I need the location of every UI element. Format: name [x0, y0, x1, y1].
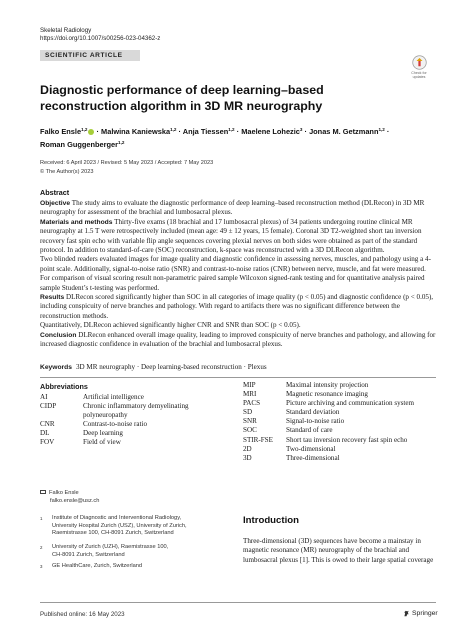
author-name[interactable]: Anja Tiessen [182, 127, 229, 136]
affiliation-line: GE HealthCare, Zurich, Switzerland [52, 563, 143, 569]
published-date: Published online: 16 May 2023 [40, 611, 125, 618]
abbr-key: SOC [243, 426, 257, 435]
abbr-value: Short tau inversion recovery fast spin echo [286, 435, 408, 444]
keywords-label: Keywords [40, 364, 72, 371]
abbr-value: Standard deviation [286, 408, 340, 417]
abbr-value: Standard of care [286, 426, 333, 435]
author-separator: · [234, 127, 242, 136]
check-line-1: Check for [411, 71, 427, 75]
springer-horse-icon [403, 610, 410, 617]
abbr-value: Chronic inflammatory demyelinating polyneuropathy [83, 402, 189, 420]
abbr-key: SD [243, 408, 253, 417]
keywords [40, 363, 436, 372]
copyright: © The Author(s) 2023 [40, 168, 94, 175]
abbreviation-row [40, 393, 240, 402]
abbr-key: SNR [243, 417, 257, 426]
abstract-heading: Abstract [40, 188, 70, 197]
affiliation [40, 563, 142, 571]
conclusion-text: DLRecon enhanced overall image quality, leading to improved conspicuity of nerve branches and pathology, and allowing for increased diagnostic confidence in evaluation of the brachial and lumbosacral plexus. [40, 330, 436, 349]
abbr-value: Maximal intensity projection [286, 381, 369, 389]
abstract-objective [40, 199, 436, 218]
methods-text: Thirty-five exams (18 brachial and 17 lumbosacral plexus) of 34 patients undergoing routine clinical MR neurography at 1.5 T were retrospectively included (mean age: 49 ± 12 years, 15 female). Coronal 3D T2-weighted short tau inversion recovery fast spin echo with variable flip angle sequences covering plexial nerves on both sides were obtained as part of the standard protocol. In addition to standard-of-care (SOC) reconstruction, k-space was reconstructed with a 3D DLRecon algorithm. [40, 217, 422, 255]
journal-header [40, 27, 160, 43]
envelope-icon [40, 490, 46, 495]
affiliation-line: Institute of Diagnostic and Interventional Radiology, [52, 515, 182, 521]
abbreviations-left [40, 393, 240, 448]
abbr-key: CIDP [40, 402, 57, 411]
abbreviation-row [40, 429, 240, 438]
crossmark-icon [412, 55, 427, 70]
abbr-value: Field of view [83, 438, 121, 447]
abstract-section [40, 188, 436, 350]
abbr-value: Signal-to-noise ratio [286, 417, 345, 426]
abbr-key: CNR [40, 420, 55, 429]
abbreviation-row [243, 454, 443, 463]
author-name[interactable]: Roman Guggenberger [40, 140, 119, 149]
abbreviation-row [243, 408, 443, 417]
results-text-2: Quantitatively, DLRecon achieved significantly higher CNR and SNR than SOC (p < 0.05). [40, 321, 301, 330]
affiliation-line: CH-8091 Zurich, Switzerland [52, 551, 125, 558]
abbr-value: Picture archiving and communication system [286, 399, 415, 408]
abbreviation-row [243, 399, 443, 408]
abbr-value: Contrast-to-noise ratio [83, 420, 148, 429]
abbreviation-row [243, 417, 443, 426]
abbr-key: AI [40, 393, 48, 401]
abbreviation-row [243, 390, 443, 399]
conclusion-label: Conclusion [40, 331, 77, 339]
author-affiliation: 1,2 [81, 127, 88, 132]
divider [40, 377, 436, 378]
abbr-value: Magnetic resonance imaging [286, 390, 368, 399]
objective-label: Objective [40, 200, 71, 207]
abbr-key: MIP [243, 381, 256, 389]
abbreviation-row [40, 420, 240, 429]
author-name[interactable]: Maelene Lohezic [241, 127, 300, 136]
affiliation-number: 2 [40, 545, 43, 550]
methods-text-2: Two blinded readers evaluated images for image quality and diagnostic confidence in assessing nerves, muscles, and pathology using a 4-point scale. Additionally, signal-to-noise ratio (SNR) and contrast-to-noise ratios (CNR) between nerve, muscle, and fat were measured. [40, 255, 431, 273]
author-separator: · [384, 127, 390, 136]
affiliation-line: Raemistrasse 100, CH-8091 Zurich, Switzerland [52, 530, 174, 537]
article-title: Diagnostic performance of deep learning–based reconstruction algorithm in 3D MR neurography [40, 83, 324, 113]
keywords-text: 3D MR neurography · Deep learning-based reconstruction · Plexus [75, 363, 267, 371]
check-for-updates[interactable] [405, 55, 433, 79]
abbr-value: Artificial intelligence [83, 393, 144, 401]
introduction-text: Three-dimensional (3D) sequences have become a mainstay in magnetic resonance (MR) neurography of the brachial and lumbosacral plexus [1]. This is owed to their large spatial coverage [243, 537, 434, 564]
abbreviation-row [40, 438, 240, 447]
abbr-value: Three-dimensional [286, 453, 340, 462]
author-separator: · [94, 127, 102, 136]
abbr-value: Two-dimensional [286, 444, 336, 453]
abbreviation-row [243, 426, 443, 435]
methods-label: Materials and methods [40, 218, 113, 226]
abbreviations-heading: Abbreviations [40, 382, 88, 391]
results-label: Results [40, 294, 65, 302]
affiliation [40, 515, 187, 538]
contact-name: Falko Ensle [49, 490, 79, 496]
affiliation-line: University Hospital Zurich (USZ), University of Zurich, [52, 522, 187, 529]
article-dates [40, 159, 213, 176]
corresponding-author [40, 489, 99, 505]
abstract-conclusion [40, 331, 436, 350]
author-affiliation: 1,2 [118, 140, 125, 145]
author-list [40, 124, 440, 150]
abbr-key: 3D [243, 453, 252, 462]
check-line-2: updates [412, 75, 426, 79]
affiliation-number: 3 [40, 564, 43, 569]
abbreviation-row [243, 436, 443, 445]
history-dates: Received: 6 April 2023 / Revised: 5 May 2023 / Accepted: 7 May 2023 [40, 160, 214, 166]
author-affiliation: 3 [299, 127, 303, 132]
abbr-value: Deep learning [83, 429, 123, 438]
abbr-key: 2D [243, 444, 252, 453]
author-name[interactable]: Malwina Kaniewska [101, 127, 171, 136]
abbr-key: DL [40, 429, 50, 438]
author-separator: · [176, 127, 183, 136]
author-affiliation: 1,2 [228, 127, 235, 132]
abstract-results [40, 293, 436, 321]
author-affiliation: 1,2 [170, 127, 177, 132]
affiliation [40, 544, 168, 559]
author-name[interactable]: Falko Ensle [40, 127, 82, 136]
journal-name: Skeletal Radiology [40, 27, 92, 34]
abbr-key: STIR-FSE [243, 435, 273, 444]
abbr-key: FOV [40, 438, 55, 447]
publisher-logo[interactable] [403, 610, 438, 617]
abbreviations-right [243, 381, 443, 463]
methods-text-3: For comparison of visual scoring result non-parametric paired sample Wilcoxon signed-rank testing and for quantitative analysis paired sample Student’s t-testing was performed. [40, 274, 425, 292]
abbr-key: MRI [243, 390, 257, 399]
publisher-name: Springer [412, 610, 438, 617]
abbreviation-row [243, 381, 443, 390]
doi-link[interactable]: https://doi.org/10.1007/s00256-023-04362-z [40, 35, 161, 42]
affiliation-number: 1 [40, 516, 43, 521]
article-type-badge: SCIENTIFIC ARTICLE [40, 50, 140, 61]
abbreviation-row [40, 402, 240, 420]
objective-text: The study aims to evaluate the diagnostic performance of deep learning–based reconstruction method (DLRecon) in 3D MR neurography for assessment of the brachial and lumbosacral plexus. [40, 199, 425, 217]
abbr-key: PACS [243, 399, 261, 408]
abbreviation-row [243, 445, 443, 454]
affiliation-line: University of Zurich (UZH), Raemistrasse 100, [52, 544, 169, 550]
author-name[interactable]: Jonas M. Getzmann [309, 127, 379, 136]
author-affiliation: 1,2 [378, 127, 385, 132]
footer-divider [40, 602, 436, 603]
results-text: DLRecon scored significantly higher than SOC in all categories of image quality (p < 0.05) and diagnostic confidence (p < 0.05), including conspicuity of nerve branches and pathology. With regard to artifacts there was no significant difference between the reconstruction methods. [40, 293, 434, 320]
abstract-methods [40, 218, 436, 256]
contact-email[interactable]: falko.ensle@usz.ch [50, 498, 100, 504]
introduction-heading: Introduction [243, 515, 299, 526]
author-separator: · [302, 127, 310, 136]
